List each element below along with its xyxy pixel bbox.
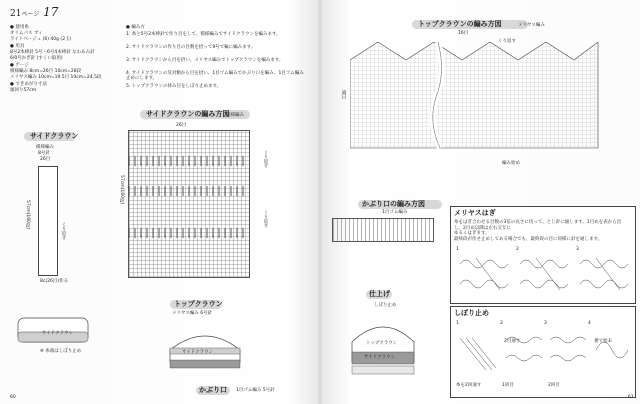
chart-repeat-label: くり返す [263,210,268,228]
chart-stitch-count: 26目 [176,123,187,128]
cable-row-band [128,186,248,196]
gather-note: 糸を2回通す [456,383,482,388]
step-number: 3 [544,321,547,326]
materials-line: 模様編み 8cm=26目 10cm=28段 [10,69,82,74]
page-header: 21ページ 17 [10,5,59,19]
gather-note: 裏で始末 [594,339,612,344]
pattern-label: 模様編み [36,145,54,150]
instruction-line: 1. 糸と5号2本棒針で作り目をして、模様編みでサイドクラウンを編みます。 [126,32,281,37]
brim-label: かぶり口 [199,386,227,394]
finishing-top-label: トップクラウン [366,341,398,346]
kitchener-illustrations [456,254,632,298]
instruction-line: 3. サイドクラウンから目を拾い、メリヤス編みでトップクラウンを編みます。 [126,58,284,63]
brim-chart-sub: 1目ゴム編み [382,210,408,215]
brim-chart-title: かぶり口の編み方図 [362,200,425,208]
finishing-title: 仕上げ [369,290,390,298]
kitchener-text: 糸をはぎ合わせる目数の3倍の長さに切って、とじ針に通します。1目めを表から出し、2目め以降は左右交互に [454,220,622,231]
step-number: 1 [456,321,459,326]
cable-row-band [128,228,248,238]
brim-chart-grid [332,218,434,242]
needle-label: 8号針 [38,151,50,156]
side-crown-chart-grid [128,130,250,278]
top-chart-title: トップクラウンの編み方図 [418,20,502,28]
materials-line: ● 使用糸 [10,25,29,30]
band-label: サイドクラウン [182,350,214,355]
step-number: 4 [588,321,591,326]
cable-row-band [128,156,248,166]
chart-rows-label: 57cm(160段) [119,175,124,205]
page-number: 61 [628,395,634,400]
cast-on-label: 8c(26目)作る [40,279,69,284]
kitchener-text: 最終段が伏せ止めしてある場合でも、最終段の目に同様に針を通します。 [454,237,603,242]
gather-illustrations [456,330,632,376]
materials-line: ● 用具 [10,44,25,49]
step-number: 2 [516,247,519,252]
gather-note: 2目通す [504,339,521,344]
finishing-side-label: サイドクラウン [364,355,396,360]
finishing-note: しぼり止め [374,303,397,308]
repeat-label: くり返す [61,222,66,240]
hat-sketch [16,316,90,366]
materials-line: 頭回り57cm [10,88,37,93]
finished-hat-sketch [348,312,418,382]
materials-line: ● ゲージ [10,63,29,68]
side-crown-rect [38,166,58,276]
step-number: 1 [456,247,459,252]
top-count: 16目 [458,31,469,36]
side-chart-sub: 模様編み [226,113,244,118]
decrease-label: 減目 [341,90,346,99]
kitchener-title: メリヤスはぎ [454,209,496,217]
kitchener-text: ゆるくはぎます。 [454,231,490,236]
side-length-label: 57cm(160段) [25,200,30,230]
page-number: 60 [10,395,16,400]
chart-repeat-label: くり返す [263,150,268,168]
materials-line: オリムパス ブィ [10,31,43,36]
hat-band-label: サイドクラウン [42,331,74,336]
materials-line: メリヤス編み 10cm=19.5目 10cm=24.5段 [10,75,102,80]
top-crown-sub: メリヤス編み 6号針 [172,311,213,316]
brim-sub: 1目ゴム編み 5号針 [236,388,275,393]
step-number: 2 [500,321,503,326]
materials-line: 8号2本棒針 5号・6号4本棒針 なわあみ針 [10,50,95,55]
right-page [322,0,640,404]
side-chart-title: サイドクラウンの編み方図 [146,110,230,118]
instruction-line: 5. トップクラウンの休み目をしぼり止めます。 [126,84,222,89]
hat-note: ※ 糸端はしぼり止め [40,349,82,354]
step-number: 3 [576,247,579,252]
top-repeat: くり返す [498,39,516,44]
instruction-line: 2. サイドクラウンの作り目の目数を拾って9号で輪に編みます。 [126,45,256,50]
instruction-line: ● 編み方 [126,25,145,30]
gather-note: 1回目 [502,383,514,388]
instruction-line: 4. サイドクラウンの反対側から目を拾い、1目ゴム編みでかぶり口を編み、1目ゴム編み止めにします。 [126,71,304,81]
left-page [0,0,318,404]
materials-line: ライトベージュ (6) 40g (2玉) [10,37,72,42]
gather-note: 2回目 [548,383,560,388]
chart-start-label: 編み始め [502,161,520,166]
materials-line: 6/0号かぎ針 (すくい取用) [10,56,63,61]
stitch-count-top: 26目 [40,157,51,162]
top-crown-label: トップクラウン [174,300,223,308]
side-crown-title: サイドクラウン [30,132,79,140]
gather-title: しぼり止め [454,309,489,317]
top-chart-sub: メリヤス編み [518,23,545,28]
materials-line: ● できあがり寸法 [10,82,47,87]
